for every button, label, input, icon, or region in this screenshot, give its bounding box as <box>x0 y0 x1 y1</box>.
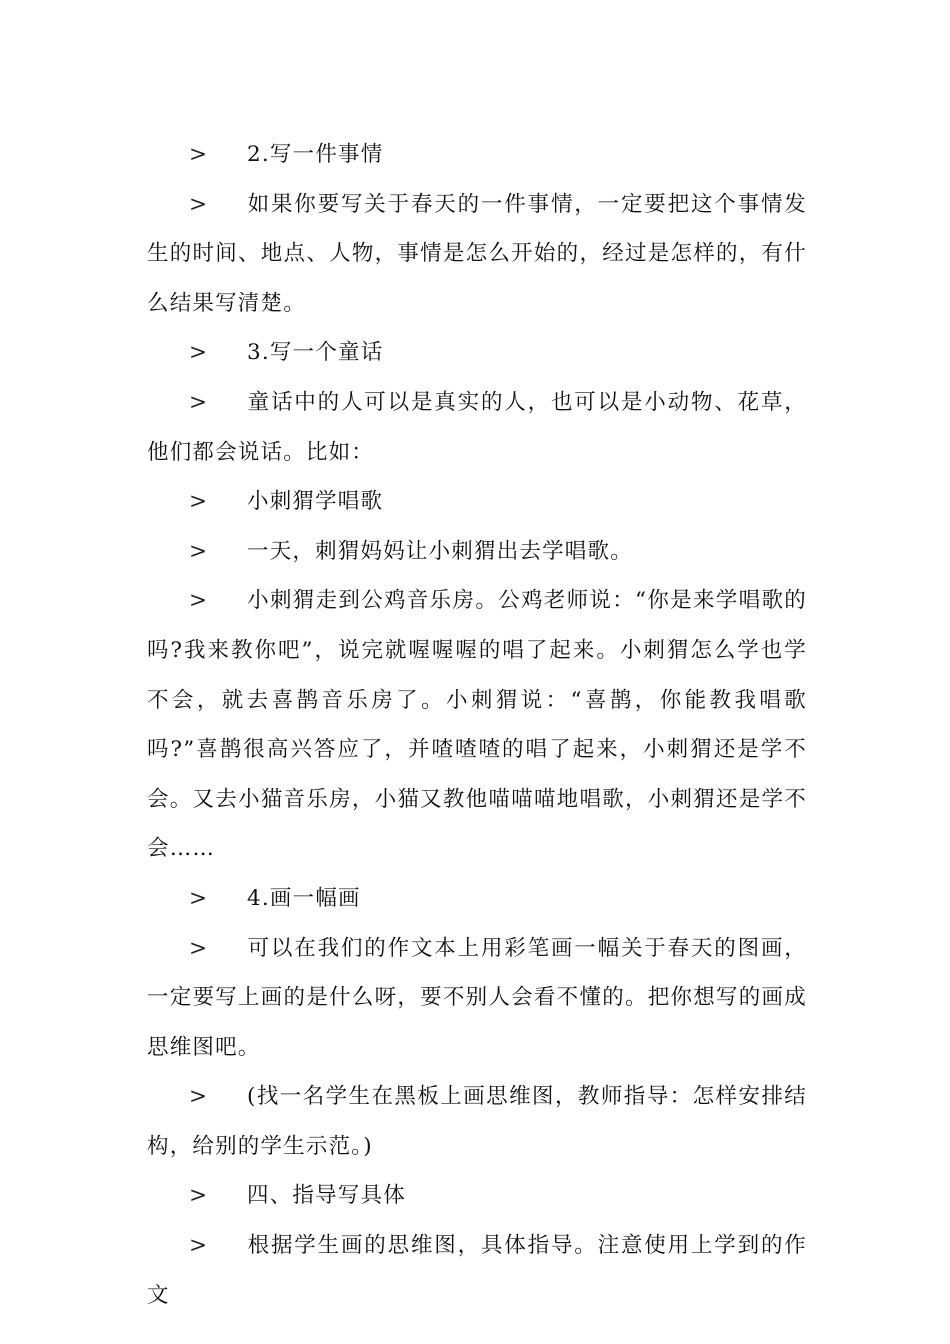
paragraph-text: 童话中的人可以是真实的人，也可以是小动物、花草，他们都会说话。比如： <box>147 389 807 465</box>
paragraph-text: 根据学生画的思维图，具体指导。注意使用上学到的作文 <box>147 1233 807 1308</box>
paragraph-write-an-event-heading <box>147 130 807 180</box>
paragraph-text: 一天，刺猬妈妈让小刺猬出去学唱歌。 <box>247 538 633 564</box>
bullet-icon: > <box>189 389 209 415</box>
paragraph-draw-picture-heading <box>147 874 807 924</box>
paragraph-section-four-heading <box>147 1171 807 1221</box>
bullet-icon: > <box>189 191 209 217</box>
paragraph-text: 小刺猬学唱歌 <box>247 489 384 515</box>
bullet-icon: > <box>189 538 209 564</box>
bullet-icon: > <box>189 588 209 614</box>
paragraph-fairy-tale-heading <box>147 328 807 378</box>
paragraph-text: 小刺猬走到公鸡音乐房。公鸡老师说：“你是来学唱歌的吗?我来教你吧”，说完就喔喔喔的唱了起来。小刺猬怎么学也学不会，就去喜鹊音乐房了。小刺猬说：“喜鹊，你能教我唱歌吗?”喜鹊很高兴答应了，并喳喳喳的唱了起来，小刺猬还是学不会。又去小猫音乐房，小猫又教他喵喵喵地唱歌，小刺猬还是学不会…… <box>147 588 807 862</box>
paragraph-story-body <box>147 576 807 874</box>
bullet-icon: > <box>189 935 209 961</box>
paragraph-section-four-body <box>147 1221 807 1320</box>
bullet-icon: > <box>189 1233 209 1259</box>
paragraph-text: 四、指导写具体 <box>247 1183 406 1209</box>
paragraph-story-title <box>147 477 807 527</box>
paragraph-text: 可以在我们的作文本上用彩笔画一幅关于春天的图画，一定要写上画的是什么呀，要不别人会看不懂的。把你想写的画成思维图吧。 <box>147 935 807 1060</box>
paragraph-text: 4.画一幅画 <box>247 885 361 911</box>
bullet-icon: > <box>189 340 209 366</box>
paragraph-text: 如果你要写关于春天的一件事情，一定要把这个事情发生的时间、地点、人物，事情是怎么开始的，经过是怎样的，有什么结果写清楚。 <box>147 191 807 316</box>
paragraph-write-an-event-body <box>147 180 807 329</box>
paragraph-text: 2.写一件事情 <box>247 142 384 167</box>
paragraph-text: 3.写一个童话 <box>247 340 384 366</box>
paragraph-fairy-tale-body <box>147 378 807 477</box>
bullet-icon: > <box>189 1183 209 1209</box>
document-body <box>147 130 807 1320</box>
bullet-icon: > <box>189 1084 209 1110</box>
paragraph-teacher-note <box>147 1072 807 1171</box>
paragraph-text: (找一名学生在黑板上画思维图，教师指导：怎样安排结构，给别的学生示范。) <box>147 1084 807 1159</box>
bullet-icon: > <box>189 885 209 911</box>
paragraph-story-intro <box>147 527 807 577</box>
paragraph-draw-picture-body <box>147 924 807 1073</box>
bullet-icon: > <box>189 489 209 515</box>
bullet-icon: > <box>189 142 209 167</box>
